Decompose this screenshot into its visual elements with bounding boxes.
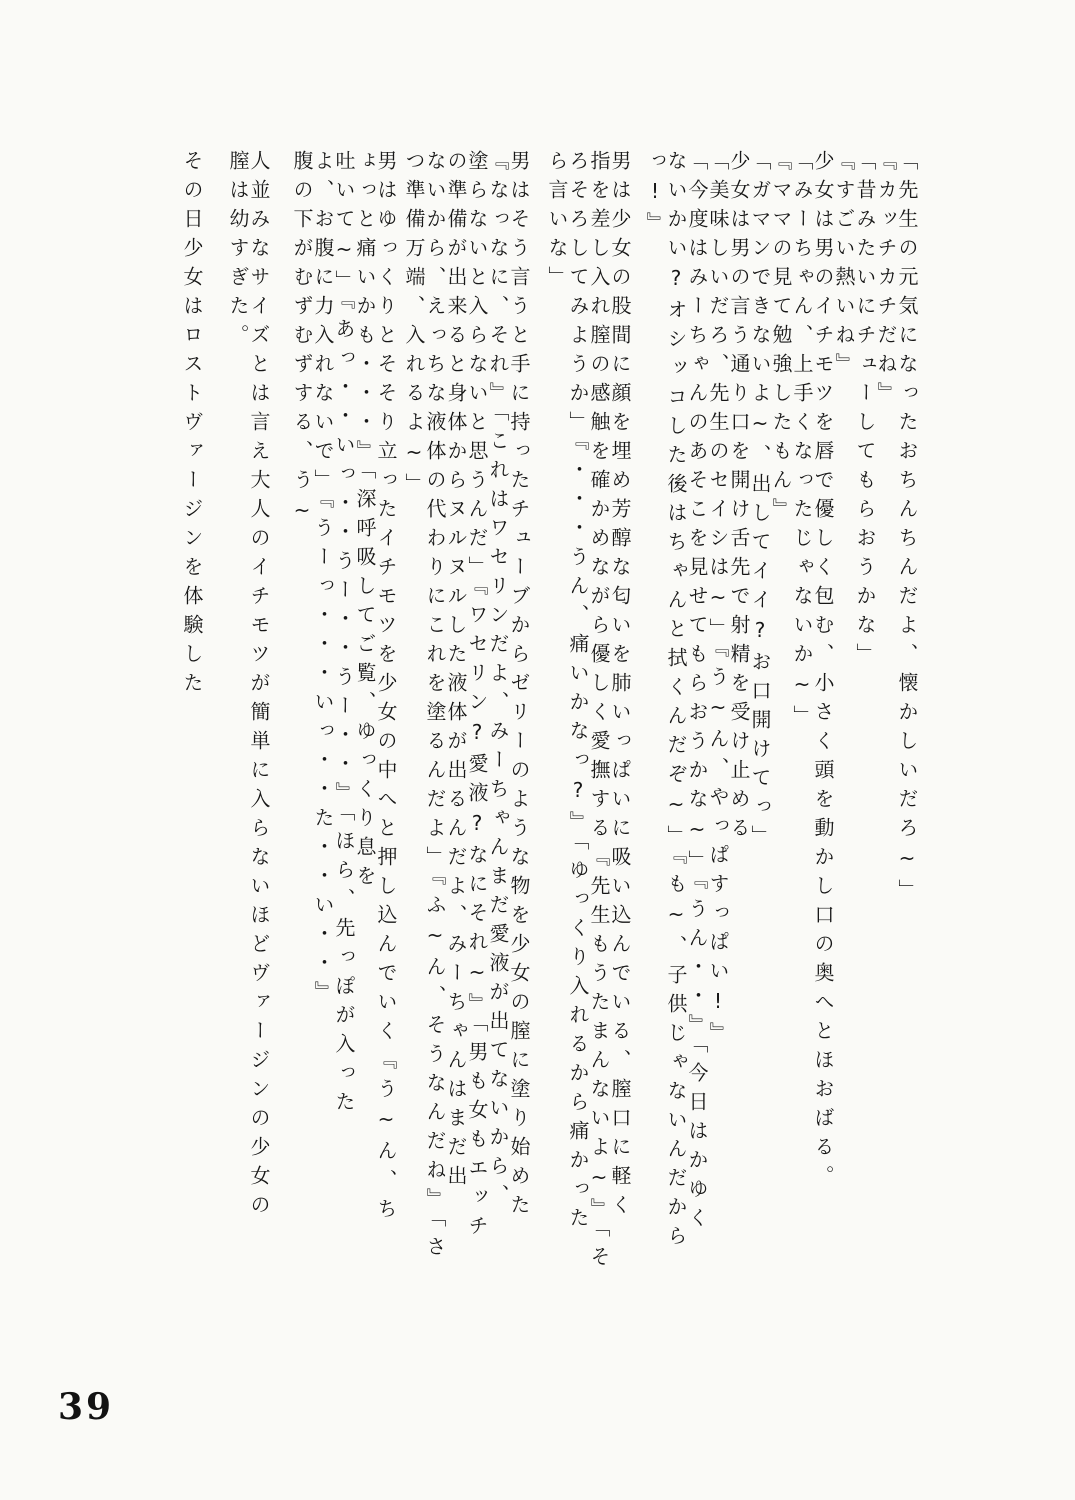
text-column: 『すごい熱いね』	[832, 150, 856, 382]
text-column: 少女は男のイチモツを唇で優しく包む、小さく頭を動かし口の奥へとほおばる。	[811, 150, 835, 1194]
text-cluster	[546, 150, 630, 1350]
text-column: 「ガマンできないよ~、出してイイ?お口開けてっ」	[748, 150, 772, 854]
text-column: ら言いな」	[545, 150, 569, 295]
text-column: 「昔みたいにチューしてもらおうかな」	[853, 150, 877, 672]
text-column: 腹の下がむずむずする、う~	[290, 150, 314, 531]
text-column: 男はそう言うと手に持ったチューブからゼリーのような物を少女の膣に塗り始めた	[507, 150, 531, 1223]
text-column: 吐いて~」『あっ・・いっ・・うー・・うー・・』「ほら、先っぽが入った	[332, 150, 356, 1120]
text-column: 「今度はみーちゃんのあそこを見せてもらおうかな~」『うん・・』「今日はかゆく	[685, 150, 709, 1236]
text-column: ろそろしてみようか」『・・・うん、痛いかなっ?』「ゆっくり入れるから痛かった	[566, 150, 590, 1236]
text-column: 「みーちゃん、上手くなったじゃないか~」	[790, 150, 814, 734]
text-column: っ!』	[643, 150, 667, 241]
text-cluster	[291, 150, 396, 1350]
text-column: その日少女はロストヴァージンを体験した	[180, 150, 204, 701]
text-column: 男は少女の股間に顔を埋め芳醇な匂いを肺いっぱいに吸い込んでいる、膣口に軽く	[608, 150, 632, 1223]
text-block	[181, 150, 917, 1350]
text-column: 男はゆっくりとそそり立ったイチモツを少女の中へと押し込んでいく『う~ん、ち	[374, 150, 398, 1227]
text-column: 『カッチカチだね』	[874, 150, 898, 411]
text-column: 少女は男の言う通り口を開け舌先で射精を受け止める	[727, 150, 751, 846]
text-column: 塗らないと入らないと思うんだ」『ワセリン?愛液?なにそれ~』「男も女もエッチ	[465, 150, 489, 1244]
text-column: 「先生の元気になったおちんちんだよ、懐かしいだろ~」	[895, 150, 919, 908]
text-column: ないから、えっちな液体の代わりにこれを塗るんだよ」『ふ~ん、そうなんだね』「さ	[423, 150, 447, 1265]
text-cluster	[403, 150, 529, 1350]
text-column: 「美味しいだろ、先生のセイシは~」『う~ん、やっぱすっぱい!』	[706, 150, 730, 1051]
page-number: 39	[58, 1386, 115, 1428]
text-column: 指を差し入れ膣の感触を確かめながら優しく愛撫する『先生もうたまんないよ~』「そ	[587, 150, 611, 1275]
text-cluster	[181, 150, 202, 1350]
text-column: つ準備万端、入れるよ~」	[402, 150, 426, 502]
text-column: 『なっなに、それ』「これはワセリンだよ、みーちゃんまだ愛液が出てないから、	[486, 150, 510, 1213]
text-column: よ、お腹に力入れないで」『うーっ・・・いっ・・た・・い・・』	[311, 150, 335, 1010]
text-column: ょっと痛いかも・・・』「深呼吸してご覧、ゆっくり息を	[353, 150, 377, 894]
text-cluster	[644, 150, 917, 1350]
text-column: 膣は幼すぎた。	[226, 150, 250, 353]
text-column: の準備が出来ると身体からヌルヌルした液体が出るんだよ、みーちゃんはまだ出	[444, 150, 468, 1194]
text-column: 人並みなサイズとは言え大人のイチモツが簡単に入らないほどヴァージンの少女の	[247, 150, 271, 1223]
text-column: 『ママの見て勉強したもん』	[769, 150, 793, 527]
text-cluster	[227, 150, 269, 1350]
text-column: ないかい?オシッコした後はちゃんと拭くんだぞ~」『も~、子供じゃないんだから	[664, 150, 688, 1254]
